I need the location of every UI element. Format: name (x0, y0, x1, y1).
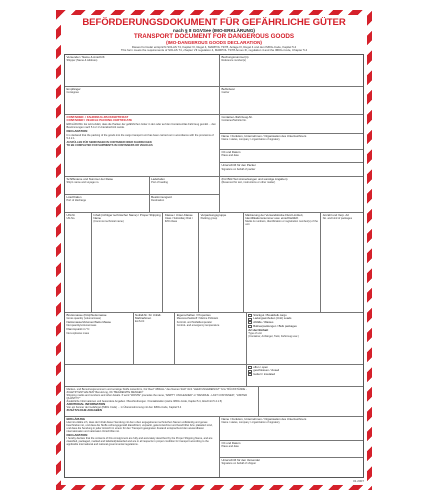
flashpoint-label: Flammpunkt in °C (66, 327, 90, 332)
option-bulk-packages-label: Bulkverpackungen / Bulk packages (253, 323, 297, 328)
shipper-place-field[interactable] (220, 441, 363, 458)
shipper-declaration-row (65, 417, 363, 477)
unit-type-row (65, 365, 363, 387)
title-de: BEFÖRDERUNGSDOKUMENT FÜR GEFÄHRLICHE GÜTER (82, 17, 346, 28)
destination-label: Bestimmungsort (151, 194, 173, 199)
remarks-line-1: Marken- und Benutzungsnummern und sonstige Stoffe Listenform, Für Reef "ABFALL" des Namen Stoff "ALS "LEER UNGEREINIGT" bzw "RÜCKSTÄNDE - ZULETZT ENTHALTEN" Benutzung, Ob "BEGRENZTE MENGEN" (66, 387, 247, 394)
carrier-label: Beförderer (221, 86, 236, 91)
shipper-label: Versender / Name & Anschrift (66, 54, 105, 59)
discharge-label-en: Port of discharge (66, 199, 87, 203)
quantity-field[interactable] (65, 313, 134, 364)
discharge-field[interactable] (65, 195, 150, 212)
unit-open-label: offen / open (253, 364, 268, 369)
emergency-field[interactable] (134, 313, 176, 364)
vessel-field[interactable] (65, 177, 150, 194)
declaration-de-title: ERKLÄRUNG (66, 416, 85, 421)
consignee-field[interactable] (65, 87, 220, 114)
additional-label-en: (Reserved for text, instructions or other matter) (221, 181, 276, 185)
vessel-port-row (65, 177, 219, 195)
packer-company-label-en: Name / status, company / organization of signatory (221, 137, 280, 141)
vessel-label-en: Ship's name and voyage no. (66, 181, 100, 185)
control-temp-label: Kontroll- und Notfalltemperatur (176, 321, 213, 325)
option-breakbulk-label: Stückgut / Breakbulk cargo (253, 312, 287, 317)
packer-signature-field[interactable] (220, 163, 363, 176)
subtitle-de: nach § 8 GGVSee (IMO-ERKLÄRUNG) (173, 28, 255, 33)
shipper-company-label-en: Name / status, company / organization of signatory (221, 421, 280, 425)
unit-type-label-en: Type of unit (248, 332, 262, 336)
goods-col-packing[interactable] (199, 213, 244, 312)
shipper-company-field[interactable] (220, 417, 363, 441)
emergency-label-en: EmS-Nr. (135, 320, 145, 324)
option-unit-loads-label: Ladungseinheiten (Unit) Loads (253, 316, 292, 321)
shipper-label-en: Shipper (Name & Address) (66, 59, 98, 63)
unit-closed-checkbox[interactable] (248, 370, 252, 373)
goods-col-un-label-en: UN-No. (66, 217, 76, 221)
goods-table (65, 213, 363, 312)
regulation-note-de: Dieses Formular entspricht SOLAS 74, Kapitel VI, Regel 4, MARPOL 73/78, Anlage III, Regel 4 und den IMDG-Code, Kapitel 5.4 (131, 45, 297, 49)
unit-type-options (247, 365, 363, 386)
regulation-note-en: This form meets the requirements of SOLAS 74, chapter VII regulation 4, MARPOL 73/78 Annex III, regulation 4 and the IMDG-Code, Chapter 5.4 (120, 48, 308, 53)
option-wastes-label: Abfälle / Wastes (253, 320, 274, 324)
container-certificate-row (65, 115, 363, 177)
container-number-label: Container-/Fahrzeug-Nr. (221, 114, 253, 119)
goods-col-packages[interactable] (321, 213, 363, 312)
unit-insulated[interactable] (248, 373, 361, 377)
goods-col-packing-label: Verpackungsgruppe (200, 212, 227, 217)
remarks-line-2: Shipping marks and numbers and other details. If word "WASTE" precedes the name, "EMPTY UNCLEANED" or "RESIDUE - LAST CONTAINED", "LIMITED QUANTITY" (66, 393, 248, 400)
vessel-label: Schiffsname und Nummer der Reise (66, 176, 114, 181)
declaration-en-text: I hereby declare that the contents of this consignment are fully and accurately described by the Proper Shipping Name, and are classified, packaged, marked and labelled/placarded and are in all respects in proper condition for transport according to the applicable international and national governmental regulations. (66, 437, 213, 447)
declaration-en-title: DECLARATION (66, 433, 88, 438)
packer-company-label: Name / Funktion, Unternehmen / Organisation des Unterzeichners (221, 133, 307, 138)
declaration-de-text: Hiermit erkläre ich, dass der Inhalt dieser Sendung mit dem oben angegebenen technischen Namen vollständig und genau beschrieben ist, und dass die Stoffe ordnungsgemäß klassifiziert, verpackt, gekennzeichnet und beschriftet bzw. plakatiert sind, und dass die Sendung in jeder Hinsicht in einem für den Transport geeigneten Zustand entsprechend den anwendbaren internationalen und nationalen Vorschriften ist. (66, 421, 213, 434)
packer-signature-label: Unterschrift für den Packer (221, 163, 256, 168)
shipper-row (65, 55, 363, 87)
shipper-signature-label: Unterschrift für den Versender (221, 457, 261, 462)
booking-field[interactable] (220, 55, 363, 86)
remarks-line-3: Zusätzliche Informationen und besondere Angaben / Beschreibungen / Kontaktstellen (siehe IMDG-Code, Kapitel 5.4, Abschnitt 5.4.1.5) (66, 399, 223, 403)
flashpoint-label-en: Net explosive mass (66, 331, 89, 335)
properties-field[interactable] (175, 313, 247, 364)
destination-field[interactable] (150, 195, 219, 212)
discharge-row (65, 195, 219, 212)
unit-closed-label: geschlossen / closed (253, 368, 280, 373)
net-label: Nettomasse/Volumen/Netto Masse (66, 320, 112, 325)
emergency-label: Notfall-Nr. für Unfall-Maßnahmen (135, 312, 162, 321)
form-header (64, 18, 364, 54)
dangerous-goods-form (56, 10, 372, 490)
packer-place-label: Ort und Datum (221, 149, 241, 154)
goods-col-marks-label: Markierung der Versandstücke Fluid Limitiert, Identifikationsnummer usw. einschließlich (245, 212, 304, 221)
container-number-field[interactable] (220, 115, 363, 134)
port-loading-field[interactable] (150, 177, 219, 194)
shipper-signature-field[interactable] (220, 458, 363, 477)
goods-col-marks-label-en: Marks & numbers, Identification or registration number(s) of the unit (245, 220, 318, 227)
packer-signature-label-en: Signature on behalf of packer (221, 167, 256, 171)
unit-open-checkbox[interactable] (248, 366, 252, 369)
shipper-signature-label-en: Signature on behalf of shipper (221, 461, 257, 465)
goods-col-class-label: Klasse / Unter-Klasse (164, 212, 193, 217)
goods-col-name[interactable] (92, 213, 164, 312)
discharge-label: Löschhafen (66, 194, 82, 199)
properties-label: Eigenschaften / Properties (176, 312, 211, 317)
shipper-sign-column (220, 417, 363, 477)
shipper-declaration (65, 417, 220, 477)
unit-type-spacer (65, 365, 247, 386)
net-label-en: Net quantity/volume/mass (66, 324, 97, 328)
additional-label: (Für Bild Text Anmerkungen und sonstige Angaben) (221, 176, 288, 181)
shipper-field[interactable] (65, 55, 220, 86)
consignee-row (65, 87, 363, 115)
container-note: ERKLÄRUNG: Es wird erklärt, dass die Packen der gefährlichen Güter in den oder auf den Container/das Fahrzeug gemäß ... den Bestimmungen nach 5.4.2.1 Unterabschnitt wurde. (66, 123, 216, 130)
shipper-company-label: Name / Funktion, Unternehmen / Organisation des Unterzeichners (221, 416, 307, 421)
remarks-line-4: ADDITIONAL INFORMATION (66, 401, 106, 406)
gross-label: Bruttomasse (Kilo)/Nettomasse (66, 312, 107, 317)
weights-row (65, 313, 363, 365)
remarks-row (65, 387, 363, 417)
unit-loads-checkbox[interactable] (248, 318, 252, 321)
booking-label-en: Reference number(s) (221, 59, 246, 63)
carrier-label-en: Carrier (221, 91, 230, 95)
form-paper (61, 15, 367, 485)
title-en: TRANSPORT DOCUMENT FOR DANGEROUS GOODS (133, 33, 295, 40)
container-number-label-en: Container/Vehicle No. (221, 119, 247, 123)
packer-column (220, 115, 363, 176)
port-loading-label: Ladehafen (151, 176, 165, 181)
declaration-title: DECLARATION (66, 129, 88, 134)
goods-col-name-label-en: (Common technical name) (93, 220, 124, 224)
booking-label: Buchungsnummer(n) (221, 54, 249, 59)
regulation-note (64, 46, 364, 53)
packer-place-label-en: Place and date (221, 154, 239, 158)
booking-column (220, 55, 363, 86)
packer-place-field[interactable] (220, 150, 363, 164)
fill-note-de: AUSFÜLLEN FÜR SENDUNGEN IN CONTAINER ODER FAHRZEUGEN (66, 140, 152, 144)
unit-insulated-label: Isoliert / insulated (253, 372, 276, 376)
cargo-type-options (247, 313, 363, 364)
goods-col-packing-label-en: Packing group (200, 217, 218, 221)
additional-field[interactable] (220, 177, 363, 212)
goods-col-un[interactable] (65, 213, 92, 312)
unit-type-label: Art der Einheit (248, 328, 269, 333)
form-grid (64, 54, 364, 478)
consignee-label: Empfänger (66, 86, 81, 91)
remarks-line-5: Von ein Kenner der Gefahrgut (IMDG Code) ... in Übereinstimmung mit den IMDG-Code, Kapitel 5.4 (66, 406, 182, 410)
remarks-right-field[interactable] (259, 387, 363, 416)
container-title-de: CONTAINER- / FAHRZEUG-PACKZERTIFIKAT (66, 114, 129, 119)
control-temp-label-en: Control- and emergency temperature (176, 324, 220, 328)
container-certificate (65, 115, 220, 176)
marine-pollutant-label: Meeresschadstoff / Marine Pollutant (176, 317, 219, 321)
goods-col-packages-label: Anzahl und Verp. Art (322, 212, 350, 217)
goods-col-class[interactable] (163, 213, 199, 312)
goods-col-name-label: Inhalt (richtiger technischer Name) / Proper Shipping Name (93, 212, 161, 221)
carrier-field[interactable] (220, 87, 363, 114)
breakbulk-checkbox[interactable] (248, 314, 252, 317)
goods-col-class-label-en: Class / Subsidiary Risk / IMO-Class (164, 217, 193, 224)
packer-company-field[interactable] (220, 134, 363, 150)
wastes-checkbox[interactable] (248, 321, 252, 324)
port-loading-label-en: Port of loading (151, 181, 168, 185)
goods-row (65, 213, 363, 313)
form-code: 01.2007 (353, 479, 364, 483)
gross-label-en: Gross quantity (volume/mass) (66, 317, 101, 321)
destination-label-en: Destination (151, 199, 165, 203)
goods-col-marks[interactable] (244, 213, 321, 312)
shipper-place-label-en: Place and date (221, 444, 239, 448)
unit-type-note: (Container, Anhänger, Tank, Fahrzeug usw.) (248, 335, 299, 339)
container-title-en: CONTAINER / VEHICLE PACKING CERTIFICATE (66, 118, 133, 123)
voyage-column (65, 177, 220, 212)
remarks-line-6: ZUSÄTZLICHE ANGABEN (66, 408, 102, 413)
shipper-place-label: Ort und Datum (221, 440, 241, 445)
consignee-label-en: Consignee (66, 91, 79, 95)
fill-note-en: TO BE COMPLETED FOR SHIPMENTS IN CONTAINERS OR VEHICLES (66, 143, 153, 147)
declaration-text: It is declared that the packing of the goods into the cargo transport unit has been carried out in accordance with the provisions of 5.4.2.1. (66, 133, 214, 140)
goods-col-un-label: UN-Nr. (66, 212, 76, 217)
goods-col-packages-label-en: No. and kind of packages (322, 217, 353, 221)
subtitle-en: (IMO-DANGEROUS GOODS DECLARATION) (166, 40, 262, 45)
remarks-field[interactable] (65, 387, 259, 416)
unit-insulated-checkbox[interactable] (248, 373, 252, 376)
voyage-row (65, 177, 363, 213)
